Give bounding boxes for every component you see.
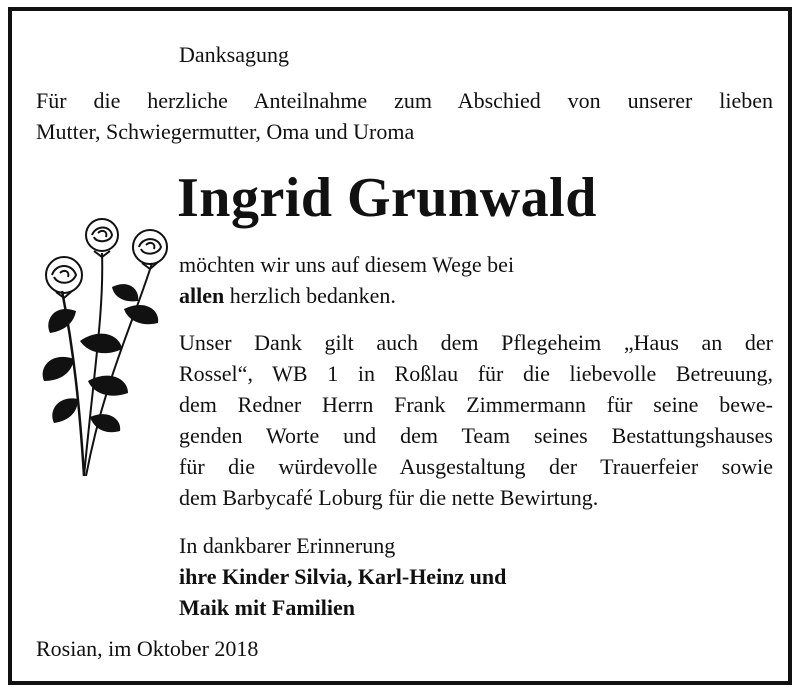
place-date: Rosian, im Oktober 2018 [36, 636, 259, 661]
intro-line-2: Mutter, Schwiegermutter, Oma und Uroma [36, 119, 415, 144]
thanks-line-2-rest: herzlich bedanken. [224, 283, 396, 308]
intro-text [36, 85, 773, 147]
thanks-text [179, 249, 514, 311]
notice-heading: Danksagung [179, 42, 289, 67]
body-line: genden Worte und dem Team seines Bestattungshauses [179, 423, 773, 448]
signature-line-1: ihre Kinder Silvia, Karl-Heinz und [179, 564, 507, 589]
body-line: dem Barbycafé Loburg für die nette Bewirtung. [179, 485, 599, 510]
intro-line-1: Für die herzliche Anteilnahme zum Abschied von unserer lieben [36, 88, 773, 113]
thanks-bold-word: allen [179, 283, 225, 308]
closing-signature [179, 530, 506, 623]
body-line: Unser Dank gilt auch dem Pflegeheim „Haus an der [179, 330, 773, 355]
body-line: Rossel“, WB 1 in Roßlau für die liebevolle Betreuung, [179, 361, 773, 386]
body-line: für die würdevolle Ausgestaltung der Trauerfeier sowie [179, 454, 773, 479]
thanks-line-1: möchten wir uns auf diesem Wege bei [179, 252, 515, 277]
deceased-name: Ingrid Grunwald [177, 167, 597, 229]
body-line: dem Redner Herrn Frank Zimmermann für seine bewe- [179, 392, 773, 417]
closing-line: In dankbarer Erinnerung [179, 533, 396, 558]
obituary-notice [8, 7, 792, 685]
gratitude-paragraph [179, 327, 773, 513]
roses-bouquet-icon [24, 191, 174, 481]
signature-line-2: Maik mit Familien [179, 595, 355, 620]
thanks-line-2 [179, 280, 514, 311]
